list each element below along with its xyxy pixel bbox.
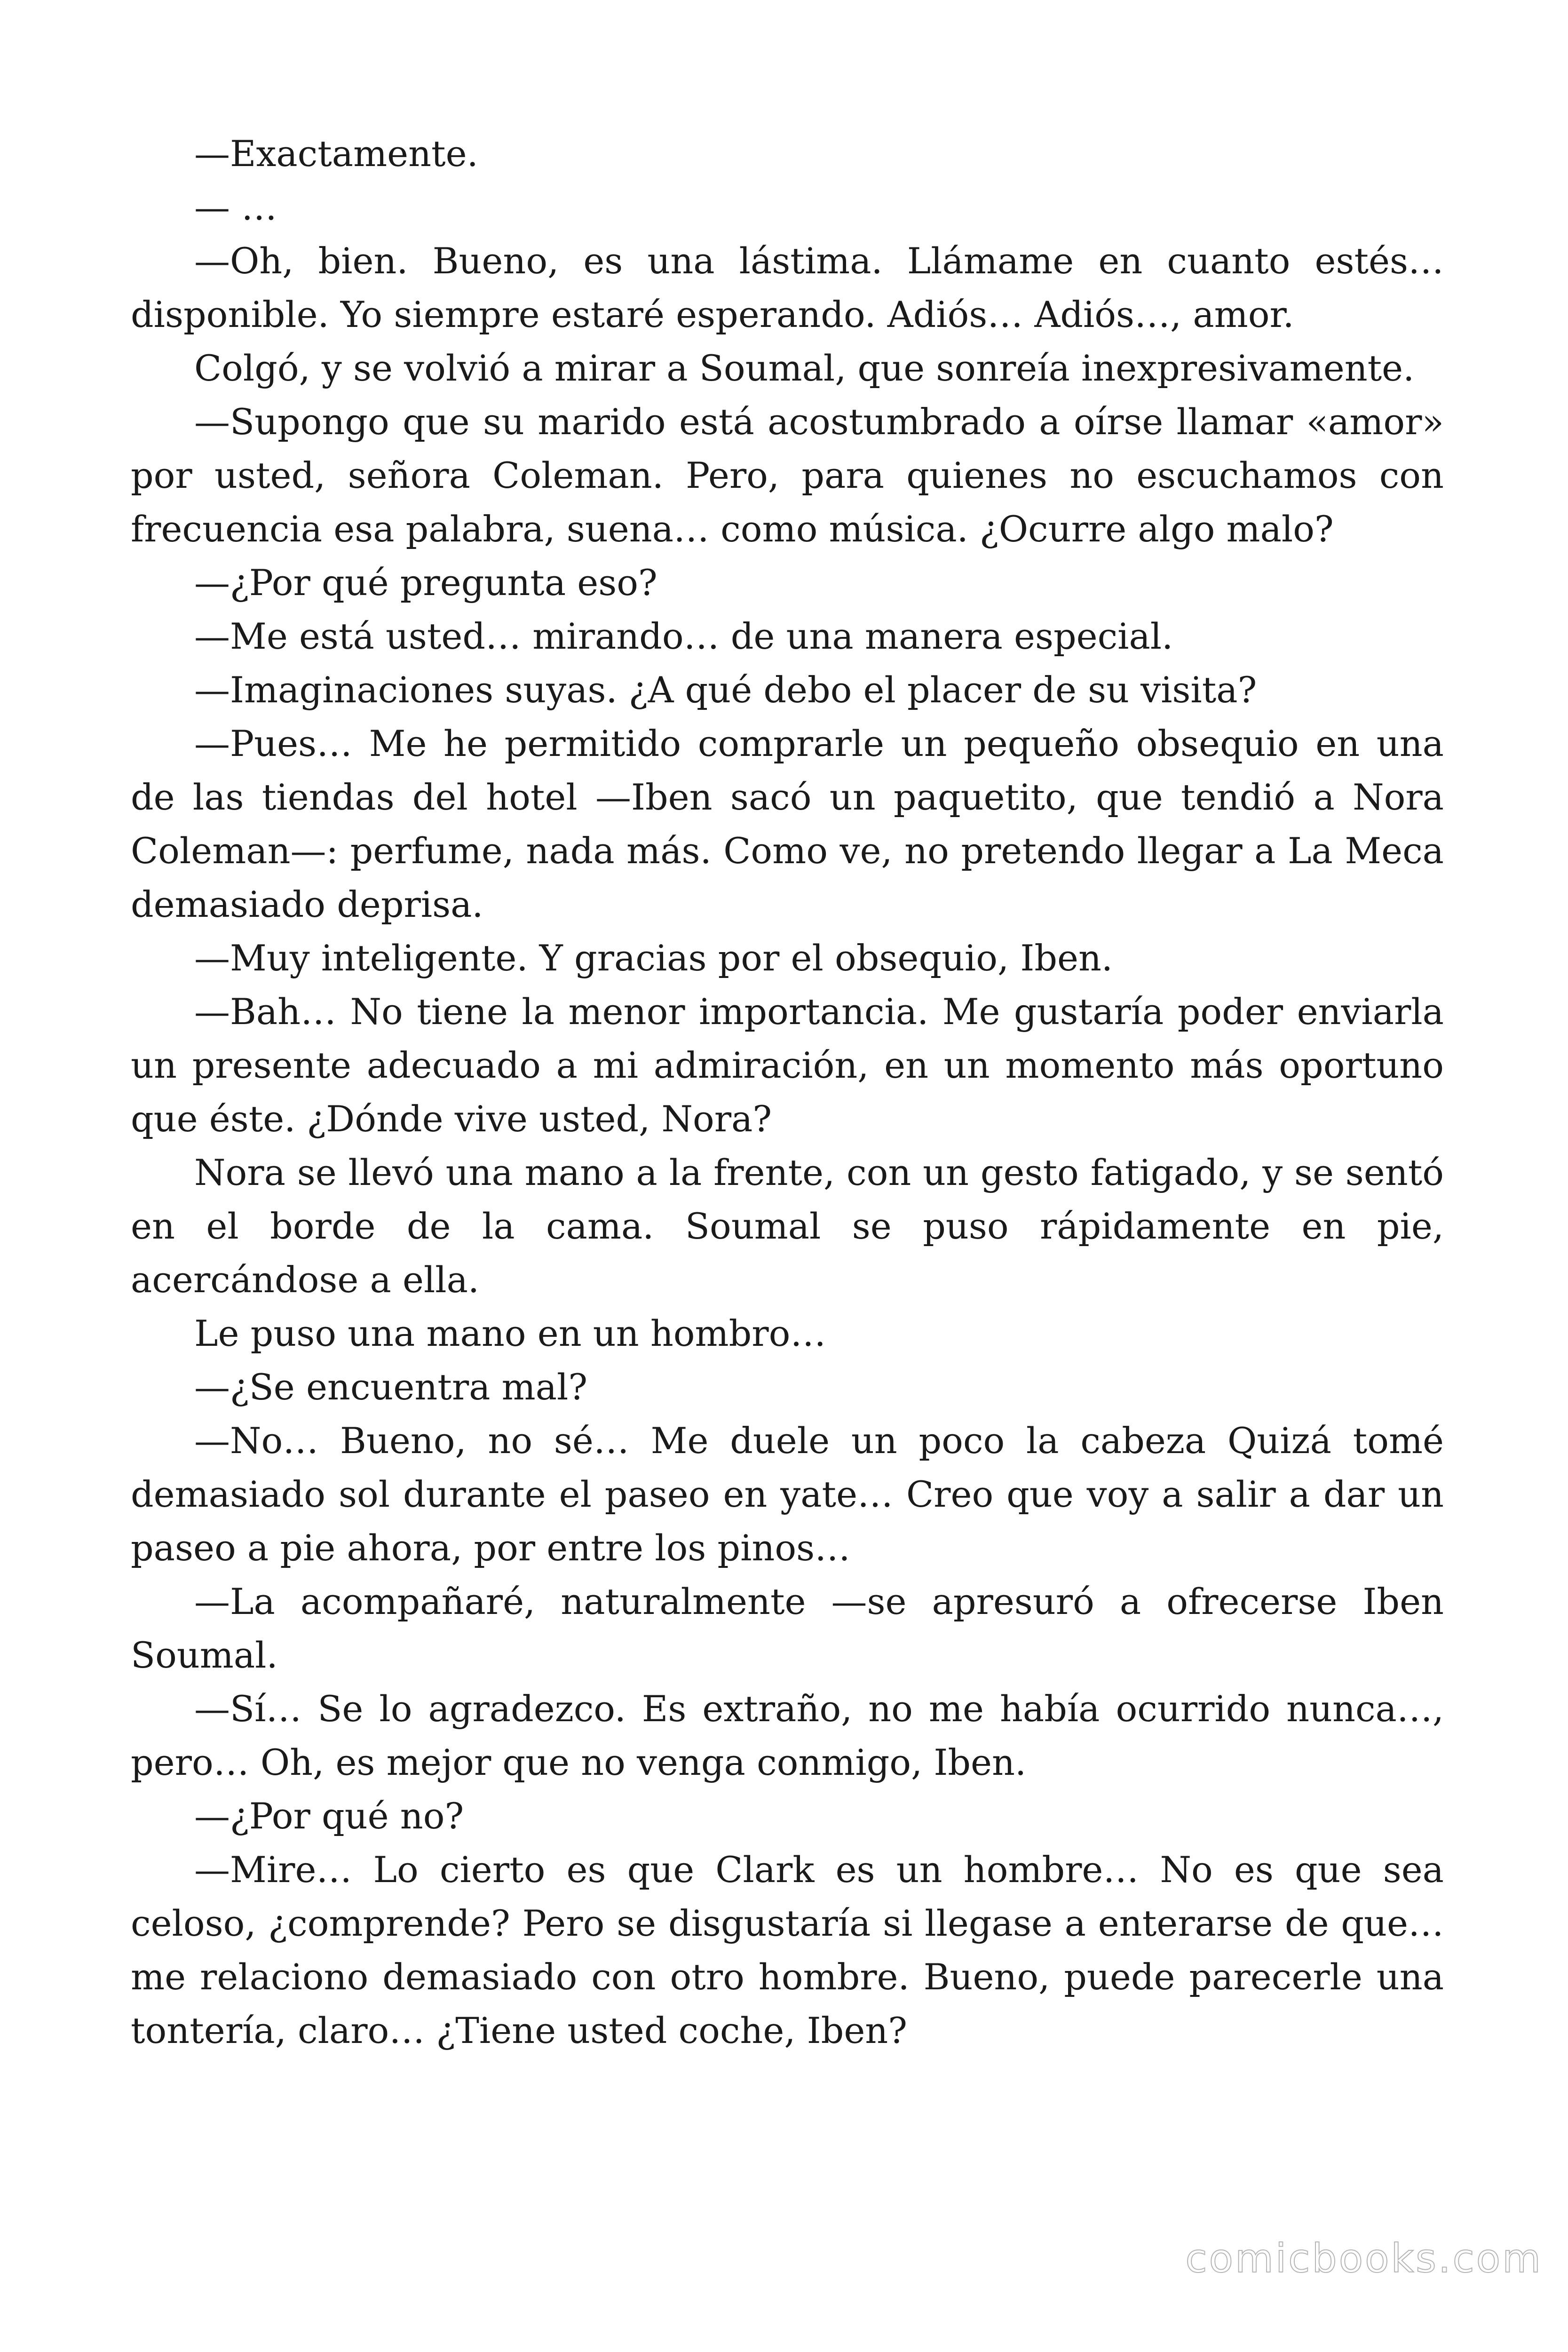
paragraph: —¿Se encuentra mal? bbox=[194, 1366, 588, 1408]
paragraph: Le puso una mano en un hombro… bbox=[194, 1312, 826, 1354]
watermark: comicbooks.com bbox=[1185, 2235, 1543, 2281]
paragraph: Nora se llevó una mano a la frente, con un gesto fatigado, y se sentó en el borde de la cama. Soumal se puso rápidamente en pie, acercándose a ella. bbox=[131, 1152, 1444, 1301]
paragraph: —Exactamente. bbox=[194, 133, 478, 175]
paragraph: —Sí… Se lo agradezco. Es extraño, no me había ocurrido nunca…, pero… Oh, es mejor que no venga conmigo, Iben. bbox=[131, 1688, 1444, 1783]
paragraph: —No… Bueno, no sé… Me duele un poco la cabeza Quizá tomé demasiado sol durante el paseo en yate… Creo que voy a salir a dar un paseo a pie ahora, por entre los pinos… bbox=[131, 1420, 1444, 1569]
paragraph: —La acompañaré, naturalmente —se apresuró a ofrecerse Iben Soumal. bbox=[131, 1581, 1444, 1676]
paragraph: —Me está usted… mirando… de una manera especial. bbox=[194, 615, 1173, 657]
paragraph: —Muy inteligente. Y gracias por el obsequio, Iben. bbox=[194, 937, 1113, 979]
paragraph: —¿Por qué pregunta eso? bbox=[194, 562, 657, 604]
paragraph: —Mire… Lo cierto es que Clark es un hombre… No es que sea celoso, ¿comprende? Pero se disgustaría si llegase a enterarse de que… me relaciono demasiado con otro hombre. Bueno, puede parecerle una tontería, claro… ¿Tiene usted coche, Iben? bbox=[131, 1849, 1444, 2051]
book-page-text bbox=[131, 127, 1444, 2058]
paragraph: — … bbox=[194, 186, 277, 228]
paragraph: —Imaginaciones suyas. ¿A qué debo el placer de su visita? bbox=[194, 669, 1257, 711]
paragraph: —Oh, bien. Bueno, es una lástima. Llámame en cuanto estés… disponible. Yo siempre estaré esperando. Adiós… Adiós…, amor. bbox=[131, 240, 1444, 335]
paragraph: —Supongo que su marido está acostumbrado a oírse llamar «amor» por usted, señora Coleman. Pero, para quienes no escuchamos con frecuencia esa palabra, suena… como música. ¿Ocurre algo malo? bbox=[131, 401, 1444, 550]
paragraph: —Pues… Me he permitido comprarle un pequeño obsequio en una de las tiendas del hotel —Iben sacó un paquetito, que tendió a Nora Coleman—: perfume, nada más. Como ve, no pretendo llegar a La Meca demasiado deprisa. bbox=[131, 723, 1444, 925]
paragraph: —Bah… No tiene la menor importancia. Me gustaría poder enviarla un presente adecuado a mi admiración, en un momento más oportuno que éste. ¿Dónde vive usted, Nora? bbox=[131, 991, 1444, 1140]
paragraph: Colgó, y se volvió a mirar a Soumal, que sonreía inexpresivamente. bbox=[194, 347, 1415, 389]
paragraph: —¿Por qué no? bbox=[194, 1795, 464, 1837]
